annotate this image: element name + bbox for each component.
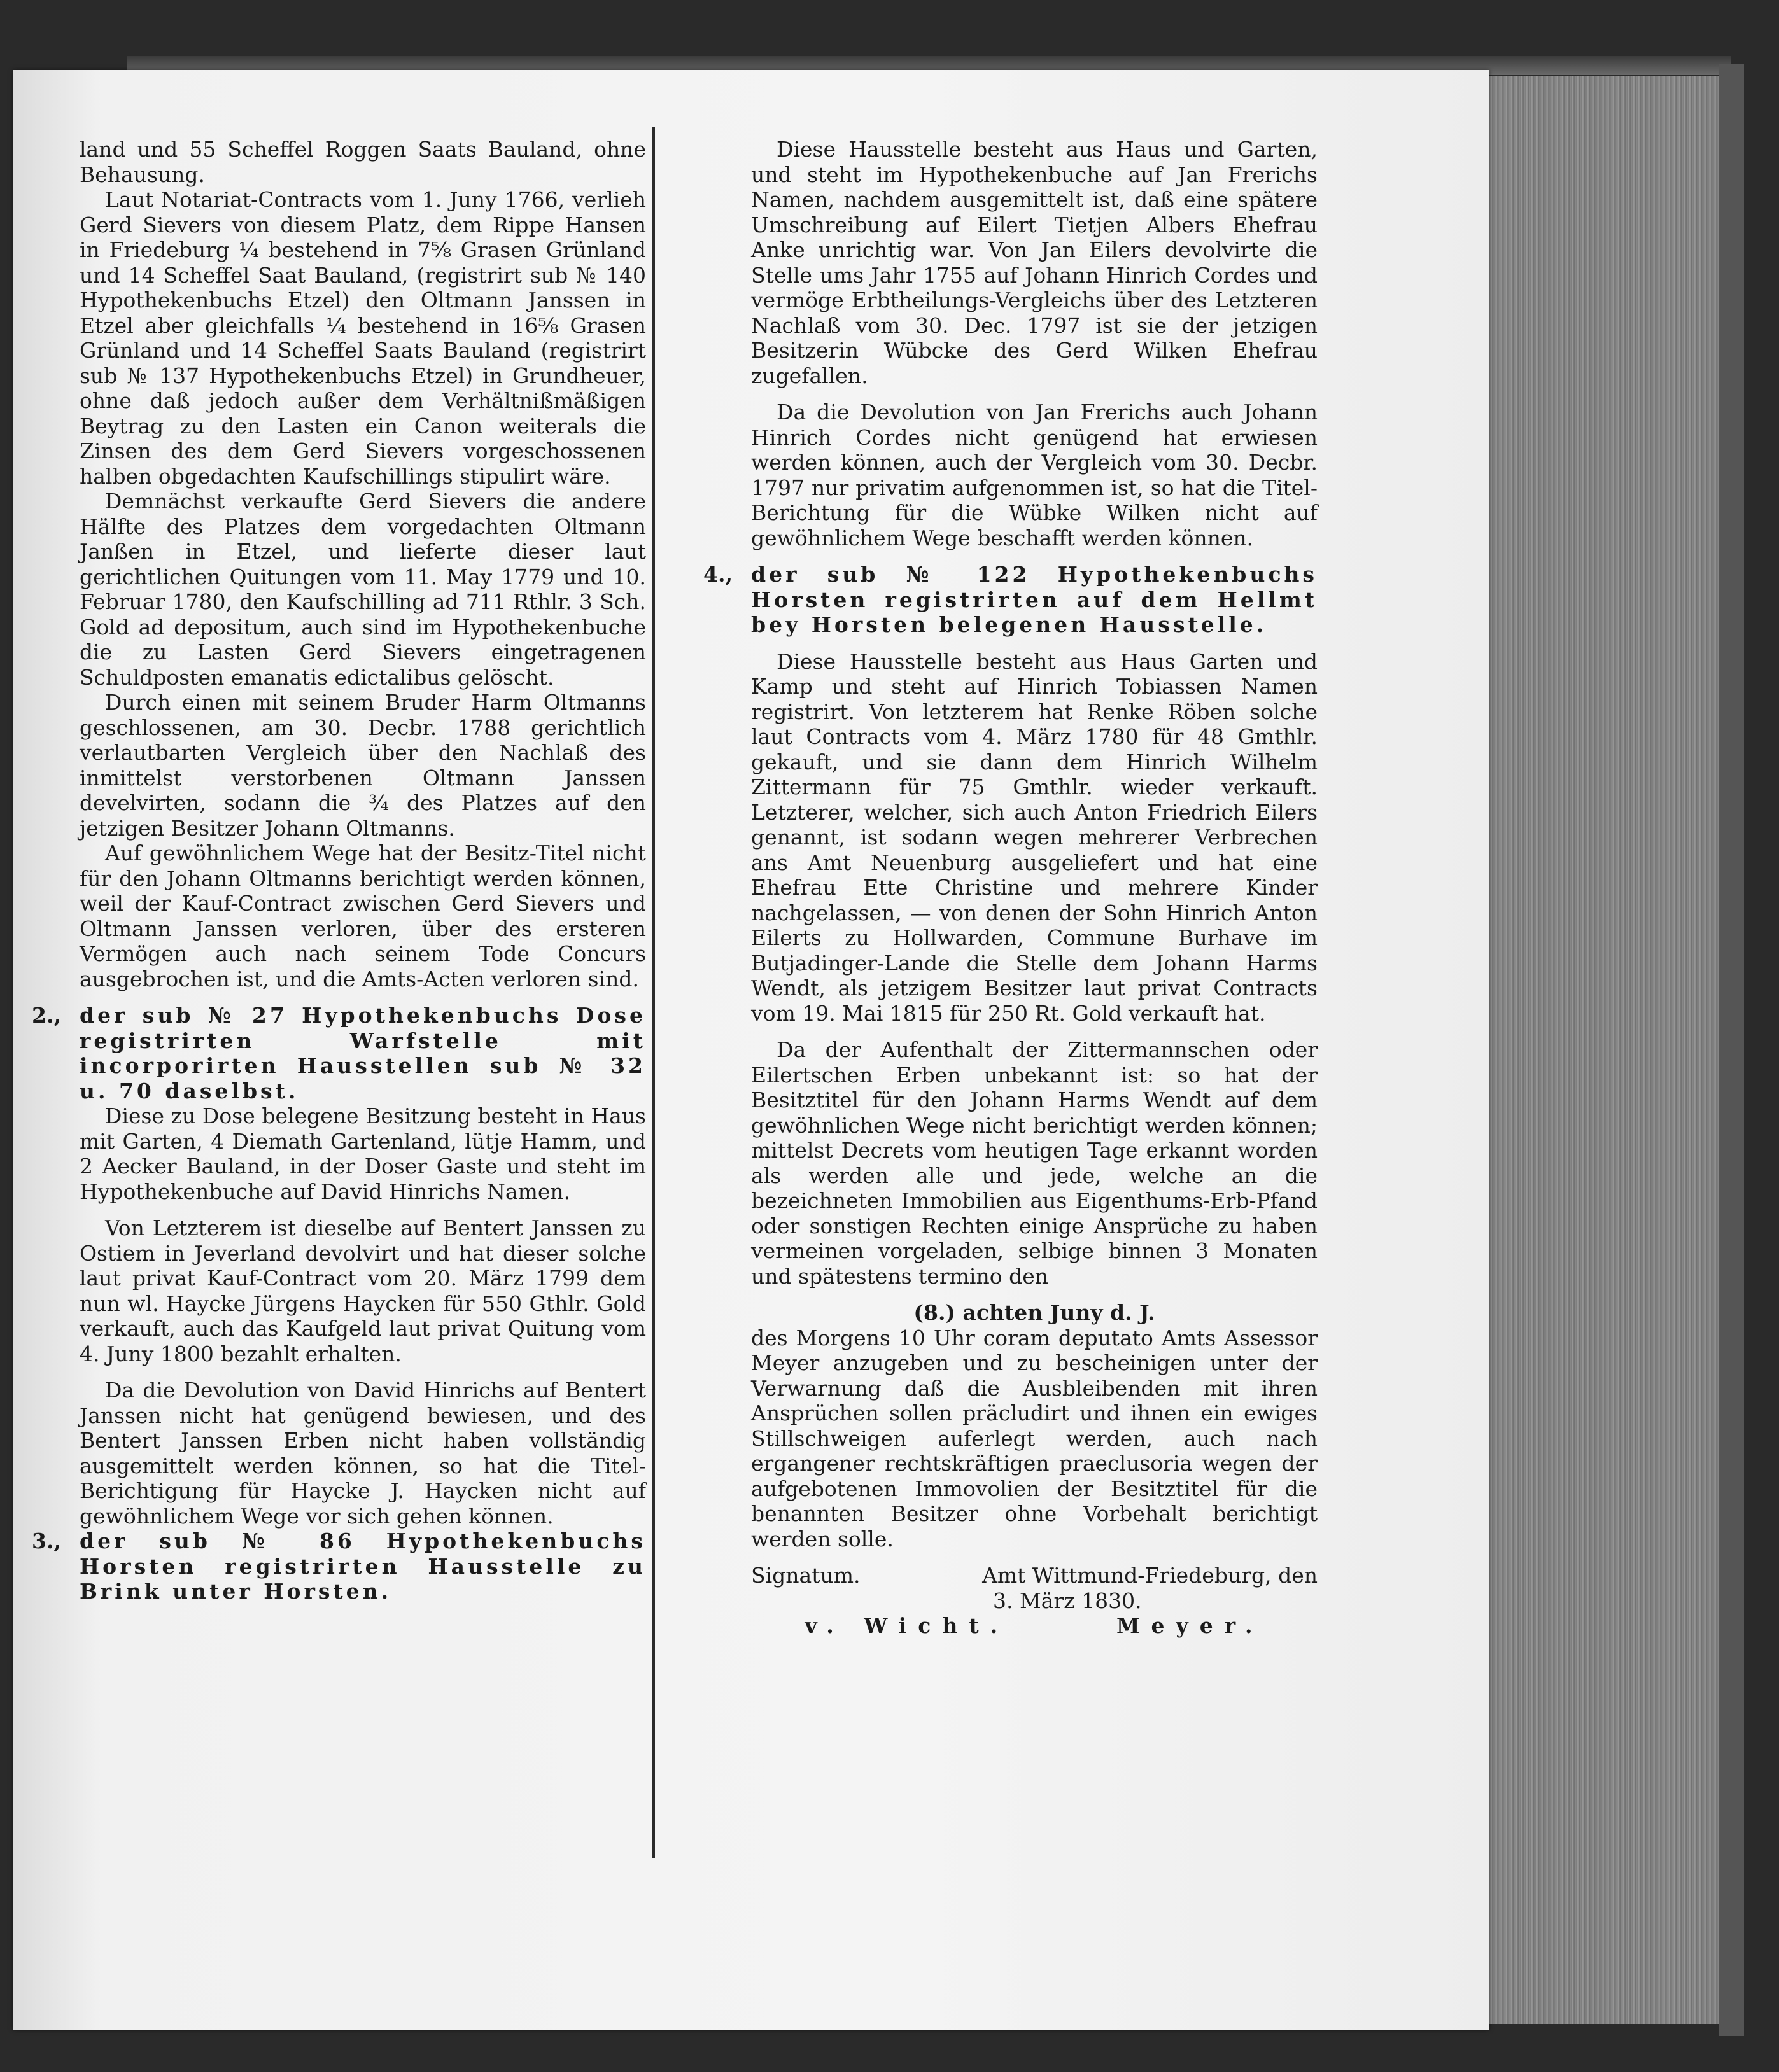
- left-column: [32, 137, 646, 1855]
- paragraph: des Morgens 10 Uhr coram deputato Amts Assessor Meyer anzugeben und zu bescheinigen unter der Verwarnung daß die Ausbleibenden mit ihren Ansprüchen sollen präcludirt und ihnen ein ewiges Stillschweigen auferlegt werden, auch nach ergangener rechtskräftigen praeclusoria wegen der aufgebotenen Immovolien der Besitztitel für die benannten Besitzer ohne Vorbehalt berichtigt werden solle.: [751, 1325, 1318, 1551]
- item-heading: der sub № 86 Hypothekenbuchs Horsten registrirten Hausstelle zu Brink unter Horsten.: [80, 1529, 646, 1604]
- book-cover-edge: [1719, 64, 1744, 2036]
- signature-date: 3. März 1830.: [993, 1588, 1142, 1613]
- paragraph: land und 55 Scheffel Roggen Saats Bauland, ohne Behausung.: [80, 137, 646, 187]
- signatory-names: [751, 1613, 1318, 1639]
- paragraph: Demnächst verkaufte Gerd Sievers die andere Hälfte des Platzes dem vorgedachten Oltmann Janßen in Etzel, und lieferte dieser laut gerichtlichen Quitungen vom 11. May 1779 und 10. Februar 1780, den Kaufschilling ad 711 Rthlr. 3 Sch. Gold ad depositum, auch sind im Hypothekenbuche die zu Lasten Gerd Sievers eingetragenen Schuldposten emanatis edictalibus gelöscht.: [80, 489, 646, 690]
- numbered-item-2: [32, 1003, 646, 1103]
- paragraph: Laut Notariat-Contracts vom 1. Juny 1766, verlieh Gerd Sievers von diesem Platz, dem Rippe Hansen in Friedeburg ¼ bestehend in 7⅝ Grasen Grünland und 14 Scheffel Saat Bauland, (registrirt sub № 140 Hypothekenbuchs Etzel) den Oltmann Janssen in Etzel aber gleichfalls ¼ bestehend in 16⅝ Grasen Grünland und 14 Scheffel Saats Bauland (registrirt sub № 137 Hypothekenbuchs Etzel) in Grundheuer, ohne daß jedoch außer dem Verhältnißmäßigen Beytrag zu den Lasten ein Canon weiterals die Zinsen des dem Gerd Sievers vorgeschossenen halben obgedachten Kaufschillings stipulirt wäre.: [80, 187, 646, 489]
- signatory-name: Meyer.: [1116, 1613, 1264, 1638]
- paragraph: Diese Hausstelle besteht aus Haus und Garten, und steht im Hypothekenbuche auf Jan Frerichs Namen, nachdem ausgemittelt ist, daß eine spätere Umschreibung auf Eilert Tietjen Albers Ehefrau Anke unrichtig war. Von Jan Eilers devolvirte die Stelle ums Jahr 1755 auf Johann Hinrich Cordes und vermöge Erbtheilungs-Vergleichs über des Letzteren Nachlaß vom 30. Dec. 1797 ist sie der jetzigen Besitzerin Wübcke des Gerd Wilken Ehefrau zugefallen.: [751, 137, 1318, 388]
- item-number: 4.,: [703, 562, 733, 587]
- paragraph: Auf gewöhnlichem Wege hat der Besitz-Titel nicht für den Johann Oltmanns berichtigt werden können, weil der Kauf-Contract zwischen Gerd Sievers und Oltmann Janssen verloren, über des ersteren Vermögen auch nach seinem Tode Concurs ausgebrochen ist, und die Amts-Acten verloren sind.: [80, 841, 646, 991]
- column-divider: [652, 127, 655, 1858]
- right-column: [703, 137, 1318, 1855]
- paragraph: Diese Hausstelle besteht aus Haus Garten und Kamp und steht auf Hinrich Tobiassen Namen registrirt. Von letzterem hat Renke Röben solche laut Contracts vom 4. März 1780 für 48 Gmthlr. gekauft, und sie dann dem Hinrich Wilhelm Zittermann für 75 Gmthlr. wieder verkauft. Letzterer, welcher, sich auch Anton Friedrich Eilers genannt, ist sodann wegen mehrerer Verbrechen ans Amt Neuenburg ausgeliefert und hat eine Ehefrau Ette Christine und mehrere Kinder nachgelassen, — von denen der Sohn Hinrich Anton Eilerts zu Hollwarden, Commune Burhave im Butjadinger-Lande die Stelle dem Johann Harms Wendt, als jetzigem Besitzer laut privat Contracts vom 19. Mai 1815 für 250 Rt. Gold verkauft hat.: [751, 648, 1318, 1026]
- paragraph: Von Letzterem ist dieselbe auf Bentert Janssen zu Ostiem in Jeverland devolvirt und hat dieser solche laut privat Kauf-Contract vom 20. März 1799 dem nun wl. Haycke Jürgens Haycken für 550 Gthlr. Gold verkauft, auch das Kaufgeld laut privat Quitung vom 4. Juny 1800 bezahlt erhalten.: [80, 1215, 646, 1366]
- office-name: Amt Wittmund-Friedeburg, den: [982, 1563, 1318, 1588]
- item-heading: der sub № 122 Hypothekenbuchs Horsten registrirten auf dem Hellmt bey Horsten belegenen Hausstelle.: [751, 562, 1318, 637]
- numbered-item-3: [32, 1529, 646, 1604]
- paragraph: Da die Devolution von David Hinrichs auf Bentert Janssen nicht hat genügend bewiesen, und des Bentert Janssen Erben nicht haben vollständig ausgemittelt werden können, so hat die Titel-Berichtigung für Haycke J. Haycken nicht auf gewöhnlichem Wege vor sich gehen können.: [80, 1378, 646, 1529]
- numbered-item-4: [703, 562, 1318, 638]
- paragraph: Da der Aufenthalt der Zittermannschen oder Eilertschen Erben unbekannt ist: so hat der Besitztitel für den Johann Harms Wendt auf dem gewöhnlichen Wege nicht berichtigt werden können; mittelst Decrets vom heutigen Tage erkannt worden als werden alle und jede, welche an die bezeichneten Immobilien aus Eigenthums-Erb-Pfand oder sonstigen Rechten einige Ansprüche zu haben vermeinen vorgeladen, selbige binnen 3 Monaten und spätestens termino den: [751, 1037, 1318, 1289]
- paragraph: Durch einen mit seinem Bruder Harm Oltmanns geschlossenen, am 30. Decbr. 1788 gerichtlich verlautbarten Vergleich über den Nachlaß des inmittelst verstorbenen Oltmann Janssen develvirten, sodann die ¾ des Platzes auf den jetzigen Besitzer Johann Oltmanns.: [80, 690, 646, 841]
- signatory-name: v. Wicht.: [805, 1613, 1009, 1638]
- signatum-label: Signatum.: [751, 1563, 861, 1588]
- paragraph: Diese zu Dose belegene Besitzung besteht in Haus mit Garten, 4 Diemath Gartenland, lütje Hamm, und 2 Aecker Bauland, in der Doser Gaste und steht im Hypothekenbuche auf David Hinrichs Namen.: [80, 1103, 646, 1204]
- item-number: 3.,: [32, 1529, 61, 1553]
- term-date-line: (8.) achten Juny d. J.: [913, 1300, 1155, 1325]
- book-page-edges: [1470, 76, 1729, 2024]
- item-heading: der sub № 27 Hypothekenbuchs Dose registrirten Warfstelle mit incorporirten Hausstellen sub № 32 u. 70 daselbst.: [80, 1003, 646, 1103]
- item-number: 2.,: [32, 1003, 61, 1028]
- paragraph: Da die Devolution von Jan Frerichs auch Johann Hinrich Cordes nicht genügend hat erwiesen werden können, auch der Vergleich vom 30. Decbr. 1797 nur privatim aufgenommen ist, so hat die Titel-Berichtung für die Wübke Wilken nicht auf gewöhnlichem Wege beschafft werden können.: [751, 400, 1318, 550]
- signature-line: [751, 1563, 1318, 1588]
